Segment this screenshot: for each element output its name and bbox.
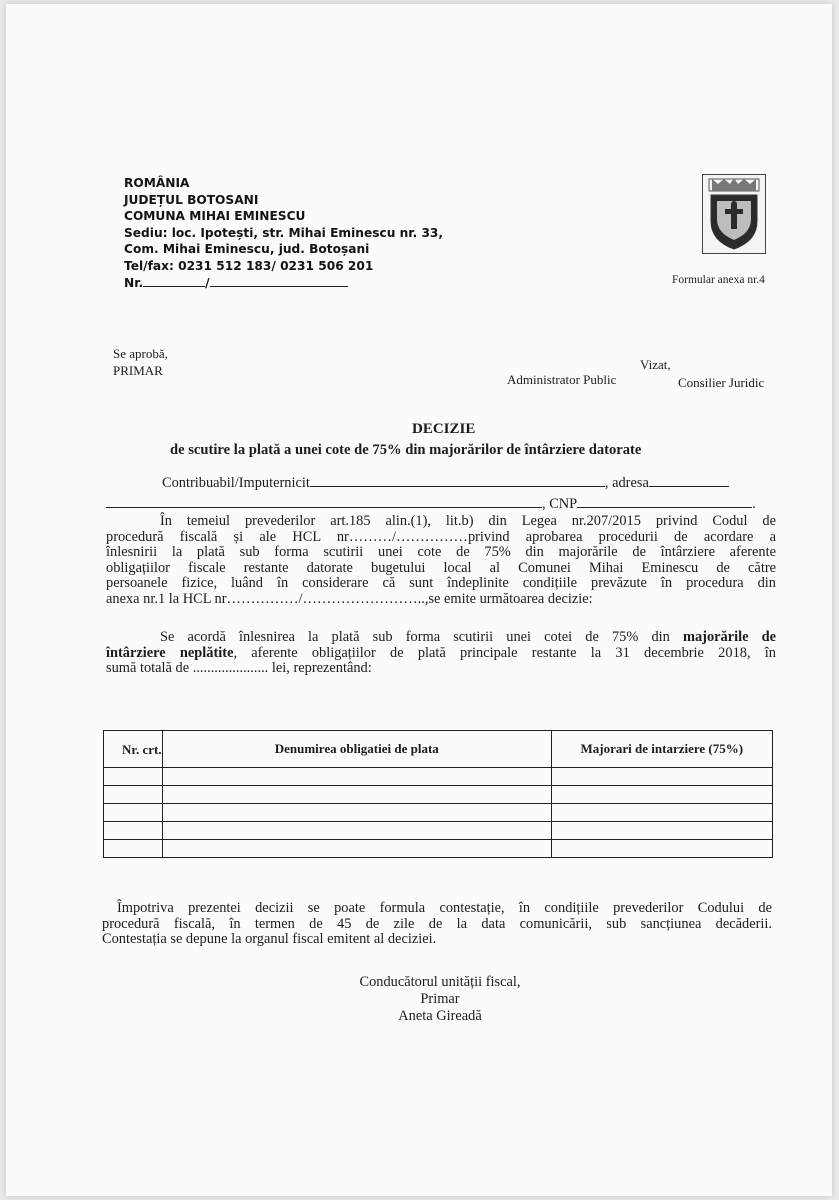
document-title: DECIZIE (412, 421, 476, 437)
table-cell[interactable] (162, 822, 551, 840)
decision-bold-text: majorările de (682, 629, 776, 645)
appeal-paragraph (102, 901, 772, 948)
table-cell[interactable] (551, 804, 772, 822)
table-cell[interactable] (551, 840, 772, 858)
table-cell[interactable] (162, 840, 551, 858)
appeal-line: procedură fiscală, în termen de 45 de zile de la data comunicării, sub sancțiunea decăderii. (102, 915, 772, 932)
nr-blank-2 (210, 274, 348, 287)
header-line-number (124, 274, 443, 292)
document-subtitle: de scutire la plată a unei cote de 75% din majorărilor de întârziere datorate (170, 442, 642, 458)
table-cell[interactable] (104, 786, 163, 804)
signature-block (300, 974, 580, 1025)
cnp-label: , CNP (542, 496, 578, 512)
legal-basis-paragraph (106, 514, 776, 608)
legal-basis-line: În temeiul prevederilor art.185 alin.(1), lit.b) din Legea nr.207/2015 privind Codul de (160, 513, 776, 529)
public-administrator-label: Administrator Public (507, 372, 617, 387)
decision-line-1 (106, 630, 776, 646)
taxpayer-name-blank (310, 474, 605, 487)
legal-basis-line: procedură fiscală și ale HCL nr………/……………privind aprobarea procedurii de acordare a (106, 528, 776, 545)
table-cell[interactable] (104, 768, 163, 786)
taxpayer-label: Contribuabil/Imputernicit (162, 475, 310, 491)
header-line-address: Sediu: loc. Ipotești, str. Mihai Eminescu nr. 33, (124, 225, 444, 240)
header-line-country: ROMÂNIA (124, 176, 190, 190)
mayor-label: PRIMAR (113, 363, 163, 378)
table-cell[interactable] (551, 768, 772, 786)
address-continuation-blank (106, 495, 542, 508)
table-row (104, 840, 773, 858)
institution-header (124, 175, 443, 292)
nr-label: Nr. (124, 276, 144, 290)
table-cell[interactable] (104, 840, 163, 858)
legal-basis-line: persoanele fizice, luând în considerare că sunt îndeplinite condițiile prevăzute în procedura din (106, 575, 776, 592)
decision-text: , aferente obligațiilor de plată principale restante la 31 decembrie 2018, în (233, 644, 776, 661)
signature-name: Aneta Gireadă (398, 1008, 482, 1024)
table-cell[interactable] (162, 768, 551, 786)
decision-line-2 (106, 646, 776, 662)
approval-label: Se aprobă, (113, 346, 168, 361)
visa-label: Vizat, (640, 357, 671, 372)
column-header-nr: Nr. crt. (104, 731, 163, 768)
column-header-obligation: Denumirea obligatiei de plata (162, 731, 551, 768)
coat-of-arms-icon (702, 174, 766, 254)
table-row (104, 786, 773, 804)
table-cell[interactable] (162, 804, 551, 822)
table-cell[interactable] (551, 822, 772, 840)
cnp-dot: . (752, 496, 756, 512)
cnp-blank (577, 495, 752, 508)
table-cell[interactable] (551, 786, 772, 804)
table-header-row (104, 731, 773, 768)
header-line-commune: COMUNA MIHAI EMINESCU (124, 209, 306, 223)
header-line-address2: Com. Mihai Eminescu, jud. Botoșani (124, 242, 370, 256)
table-cell[interactable] (104, 804, 163, 822)
table-cell[interactable] (162, 786, 551, 804)
appeal-line: Contestația se depune la organul fiscal emitent al deciziei. (102, 931, 437, 948)
table-row (104, 804, 773, 822)
table-row (104, 768, 773, 786)
nr-separator: / (205, 276, 210, 290)
table-row (104, 822, 773, 840)
legal-basis-line: înlesnirii la plată sub forma scutirii unei cote de 75% din majorările de întârziere aferente (106, 544, 776, 561)
form-annex-label: Formular anexa nr.4 (672, 274, 765, 286)
header-line-county: JUDEȚUL BOTOSANI (124, 192, 259, 207)
nr-blank-1 (143, 274, 205, 287)
column-header-penalties: Majorari de intarziere (75%) (551, 731, 772, 768)
table-cell[interactable] (104, 822, 163, 840)
cnp-line (106, 495, 756, 513)
decision-bold-text: întârziere neplătite (106, 644, 234, 661)
obligations-table (103, 730, 773, 858)
address-label: , adresa (604, 475, 649, 491)
legal-counsel-label: Consilier Juridic (678, 375, 765, 390)
signature-title: Primar (420, 991, 460, 1007)
decision-paragraph (106, 630, 776, 677)
legal-basis-line: anexa nr.1 la HCL nr……………/……………………..,se emite următoarea decizie: (106, 590, 593, 607)
legal-basis-line: obligațiilor fiscale restante datorate bugetului local al Comunei Mihai Eminescu de către (106, 559, 776, 576)
signature-role: Conducătorul unității fiscal, (359, 974, 521, 990)
decision-text: Se acordă înlesnirea la plată sub forma scutirii unei cotei de 75% din (160, 629, 683, 645)
taxpayer-line (162, 474, 729, 492)
decision-line-3: sumă totală de ..................... lei, reprezentând: (106, 660, 372, 677)
appeal-line: Împotriva prezentei decizii se poate formula contestație, în condițiile prevederilor Codului de (117, 900, 772, 916)
header-line-phone: Tel/fax: 0231 512 183/ 0231 506 201 (124, 258, 374, 273)
address-blank (649, 474, 729, 487)
